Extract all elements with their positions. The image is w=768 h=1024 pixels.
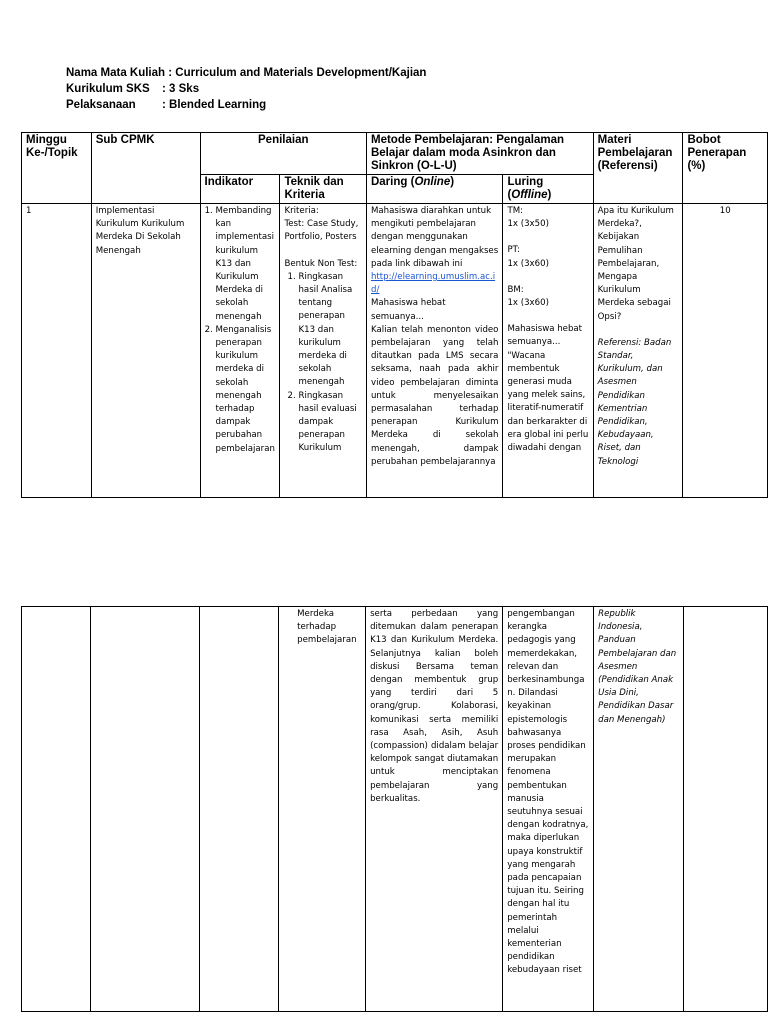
col-header-indikator: Indikator [200, 175, 280, 204]
daring-intro: Mahasiswa diarahkan untuk mengikuti pembelajaran dengan menggunakan elearning dengan mengakses pada link dibawah ini [370, 206, 499, 269]
teknik-continued: Merdeka terhadap pembelajaran [297, 609, 357, 646]
luring-cell: pengembangan kerangka pedagogis yang memerdekakan, relevan dan berkesinambunga n. Dilandasi keyakinan epistemologis bahwasanya proses pendidikan merupakan fenomena pembentukan manusia seutuhnya sesuai dengan kodratnya, maka diperlukan upaya konstruktif yang mengarah pada pencapaian tujuan itu. Seiring dengan hal itu pemerintah melalui kementerian pendidikan kebudayaan riset [503, 607, 594, 1012]
table-row [22, 607, 768, 1012]
nontest-item: 1. Ringkasan hasil Analisa tentang penerapan K13 dan kurikulum merdeka di sekolah menengah [298, 271, 362, 390]
pt-label: PT: [507, 245, 520, 256]
luring-text: "Wacana membentuk generasi muda yang melek sains, literatif-numeratif dan berkarakter di era global ini perlu diwadahi dengan [507, 350, 589, 454]
course-name-label: Nama Mata Kuliah [66, 67, 166, 79]
course-name-row: Nama Mata Kuliah : Curriculum and Materials Development/Kajian [66, 67, 427, 79]
lesson-plan-table [21, 132, 768, 498]
nontest-label: Bentuk Non Test: [284, 258, 358, 269]
col-header-penilaian: Penilaian [200, 133, 366, 175]
tm-label: TM: [507, 206, 524, 216]
minggu-cell [22, 607, 91, 1012]
luring-greeting: Mahasiswa hebat semuanya... [507, 324, 583, 348]
test-text: Test: Case Study, Portfolio, Posters [284, 219, 359, 243]
indikator-cell [200, 204, 280, 498]
teknik-cell [280, 204, 367, 498]
implementation-row: Pelaksanaan : Blended Learning [66, 99, 267, 111]
sks-label: Kurikulum SKS [66, 83, 150, 95]
elearning-link[interactable]: http://elearning.umuslim.ac.id/ [370, 272, 496, 296]
implementation-label: Pelaksanaan [66, 99, 136, 111]
indikator-cell [200, 607, 279, 1012]
subcpmk-cell: Implementasi Kurikulum Kurikulum Merdeka Di Sekolah Menengah [91, 204, 200, 498]
daring-task: Kalian telah menonton video pembelajaran yang telah ditautkan pada LMS secara seksama, naah pada akhir video pembelajaran diminta untuk menyelesaikan permasalahan terhadap penerapan Kurikulum Merdeka di sekolah menengah, dampak perubahan pembelajarannya [370, 324, 499, 467]
col-header-materi: Materi Pembelajaran (Referensi) [593, 133, 683, 204]
implementation-value: Blended Learning [169, 99, 267, 111]
col-header-luring: Luring (Offline) [503, 175, 593, 204]
course-name-value: Curriculum and Materials Development/Kajian [175, 67, 427, 79]
col-header-minggu: Minggu Ke-/Topik [22, 133, 92, 204]
daring-cell [366, 204, 502, 498]
minggu-cell: 1 [22, 204, 92, 498]
col-header-bobot: Bobot Penerapan (%) [683, 133, 768, 204]
bobot-cell: 10 [683, 204, 768, 498]
sks-row: Kurikulum SKS : 3 Sks [66, 83, 200, 95]
lesson-plan-table-continued [21, 606, 768, 1012]
col-header-teknik: Teknik dan Kriteria [280, 175, 367, 204]
daring-greeting: Mahasiswa hebat semuanya... [370, 298, 446, 322]
tm-value: 1x (3x50) [507, 219, 549, 230]
daring-cell: serta perbedaan yang ditemukan dalam penerapan K13 dan Kurikulum Merdeka. Selanjutnya kalian boleh diskusi Bersama teman dengan membentuk grup yang terdiri dari 5 orang/grup. Kolaborasi, komunikasi serta memiliki rasa Asah, Asih, Asuh (compassion) didalam belajar kelompok sangat diutamakan untuk menciptakan pembelajaran yang berkualitas. [366, 607, 503, 1012]
subcpmk-cell [91, 607, 200, 1012]
materi-reference: Referensi: Badan Standar, Kurikulum, dan Asesmen Pendidikan Kementrian Pendidikan, Kebudayaan, Riset, dan Teknologi [597, 337, 672, 467]
kriteria-label: Kriteria: [284, 206, 319, 216]
col-header-subcpmk: Sub CPMK [91, 133, 200, 204]
course-header [66, 65, 426, 113]
col-header-daring: Daring (Online) [366, 175, 502, 204]
materi-cell [593, 204, 683, 498]
indikator-item: 2. Menganalisis penerapan kurikulum merdeka di sekolah menengah terhadap dampak perubahan pembelajaran [216, 324, 276, 456]
nontest-item: 2. Ringkasan hasil evaluasi dampak penerapan Kurikulum [298, 390, 362, 456]
luring-cell [503, 204, 593, 498]
bobot-cell [683, 607, 767, 1012]
sks-value: 3 Sks [169, 83, 200, 95]
indikator-item: 1. Membanding kan implementasi kurikulum K13 dan Kurikulum Merdeka di sekolah menengah [216, 205, 276, 324]
table-row [22, 204, 768, 498]
teknik-cell [279, 607, 366, 1012]
col-header-metode: Metode Pembelajaran: Pengalaman Belajar dalam moda Asinkron dan Sinkron (O-L-U) [366, 133, 593, 175]
bm-value: 1x (3x60) [507, 298, 549, 309]
bm-label: BM: [507, 284, 524, 295]
materi-cell: Republik Indonesia, Panduan Pembelajaran dan Asesmen (Pendidikan Anak Usia Dini, Pendidikan Dasar dan Menengah) [594, 607, 684, 1012]
pt-value: 1x (3x60) [507, 258, 549, 269]
materi-topics: Apa itu Kurikulum Merdeka?, Kebijakan Pemulihan Pembelajaran, Mengapa Kurikulum Merdeka sebagai Opsi? [597, 206, 674, 322]
